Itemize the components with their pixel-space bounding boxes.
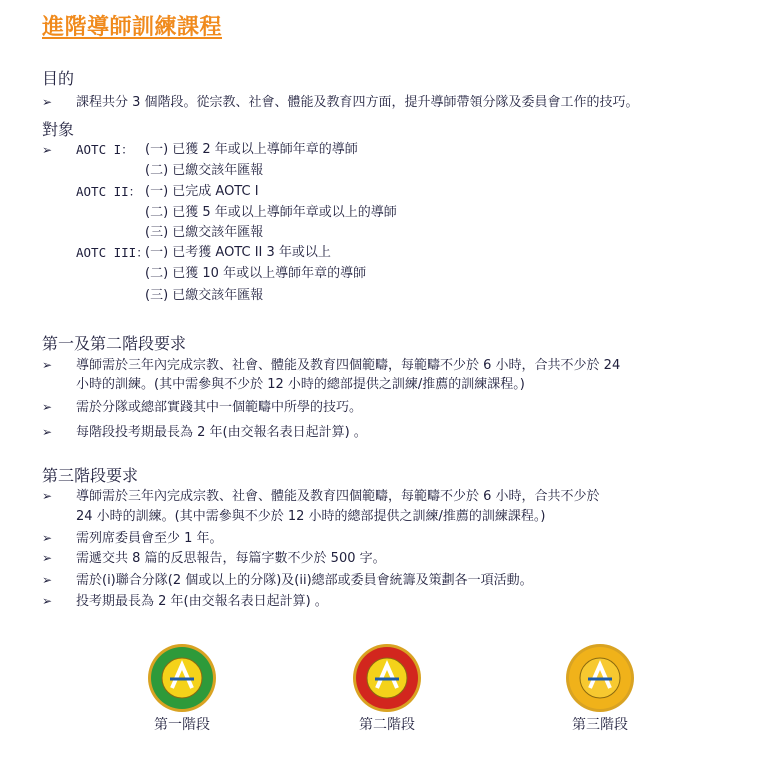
- stage12-text-cont: 小時的訓練。(其中需參與不少於 12 小時的總部提供之訓練/推薦的訓練課程。): [76, 377, 525, 392]
- stage3-item: [42, 487, 600, 506]
- stage12-text: 導師需於三年內完成宗教、社會、體能及教育四個範疇，每範疇不少於 6 小時，合共不少於 24: [76, 358, 621, 373]
- target-line: (三) 已繳交該年匯報: [145, 225, 264, 240]
- target-line: (三) 已繳交該年匯報: [145, 288, 264, 303]
- stage3-text: 投考期最長為 2 年(由交報名表日起計算) 。: [76, 594, 328, 609]
- stage12-heading: 第一及第二階段要求: [42, 334, 187, 353]
- stage3-text: 需遞交共 8 篇的反思報告，每篇字數不少於 500 字。: [76, 551, 386, 566]
- stage3-item: [42, 592, 328, 611]
- bullet-icon: ➢: [42, 425, 53, 439]
- bullet-icon: ➢: [42, 489, 53, 503]
- stage3-item: [42, 571, 533, 590]
- stage12-text: 每階段投考期最長為 2 年(由交報名表日起計算) 。: [76, 425, 367, 440]
- stage-3-badge-icon: [565, 643, 635, 713]
- stage3-text: 需列席委員會至少 1 年。: [76, 531, 223, 546]
- purpose-text: 課程共分 3 個階段。從宗教、社會、體能及教育四方面，提升導師帶領分隊及委員會工作的技巧。: [76, 95, 639, 110]
- stage-1-badge-icon: [147, 643, 217, 713]
- stage3-item: [42, 529, 223, 548]
- target-line: (二) 已繳交該年匯報: [145, 163, 264, 178]
- bullet-icon: ➢: [42, 573, 53, 587]
- target-line: (二) 已獲 5 年或以上導師年章或以上的導師: [145, 205, 397, 220]
- target-heading: 對象: [42, 120, 75, 139]
- stage3-heading: 第三階段要求: [42, 466, 139, 485]
- bullet-icon: ➢: [42, 531, 53, 545]
- bullet-icon: ➢: [42, 400, 53, 414]
- stage12-text: 需於分隊或總部實踐其中一個範疇中所學的技巧。: [76, 400, 363, 415]
- stage-2-caption: 第二階段: [359, 717, 415, 733]
- target-label: AOTC I：: [76, 142, 134, 157]
- purpose-item: [42, 93, 639, 112]
- stage12-item: [42, 356, 620, 375]
- target-bullet: [42, 141, 76, 160]
- stage3-text: 需於(i)聯合分隊(2 個或以上的分隊)及(ii)總部或委員會統籌及策劃各一項活動。: [76, 573, 533, 588]
- page-title: 進階導師訓練課程: [42, 15, 223, 40]
- stage3-item: [42, 549, 386, 568]
- purpose-heading: 目的: [42, 69, 75, 88]
- target-line: (二) 已獲 10 年或以上導師年章的導師: [145, 266, 367, 281]
- stage12-item: [42, 423, 367, 442]
- bullet-icon: ➢: [42, 143, 53, 157]
- bullet-icon: ➢: [42, 551, 53, 565]
- stage-2-badge-icon: [352, 643, 422, 713]
- target-label: AOTC II：: [76, 184, 142, 199]
- stage-3-caption: 第三階段: [572, 717, 628, 733]
- target-line: (一) 已考獲 AOTC II 3 年或以上: [145, 245, 331, 260]
- bullet-icon: ➢: [42, 594, 53, 608]
- stage3-text-cont: 24 小時的訓練。(其中需參與不少於 12 小時的總部提供之訓練/推薦的訓練課程。): [76, 509, 546, 524]
- stage3-text: 導師需於三年內完成宗教、社會、體能及教育四個範疇，每範疇不少於 6 小時，合共不少於: [76, 489, 600, 504]
- target-line: (一) 已完成 AOTC I: [145, 184, 259, 199]
- target-label: AOTC III：: [76, 245, 149, 260]
- stage12-item: [42, 398, 362, 417]
- target-line: (一) 已獲 2 年或以上導師年章的導師: [145, 142, 358, 157]
- stage-1-caption: 第一階段: [154, 717, 210, 733]
- bullet-icon: ➢: [42, 358, 53, 372]
- bullet-icon: ➢: [42, 95, 53, 109]
